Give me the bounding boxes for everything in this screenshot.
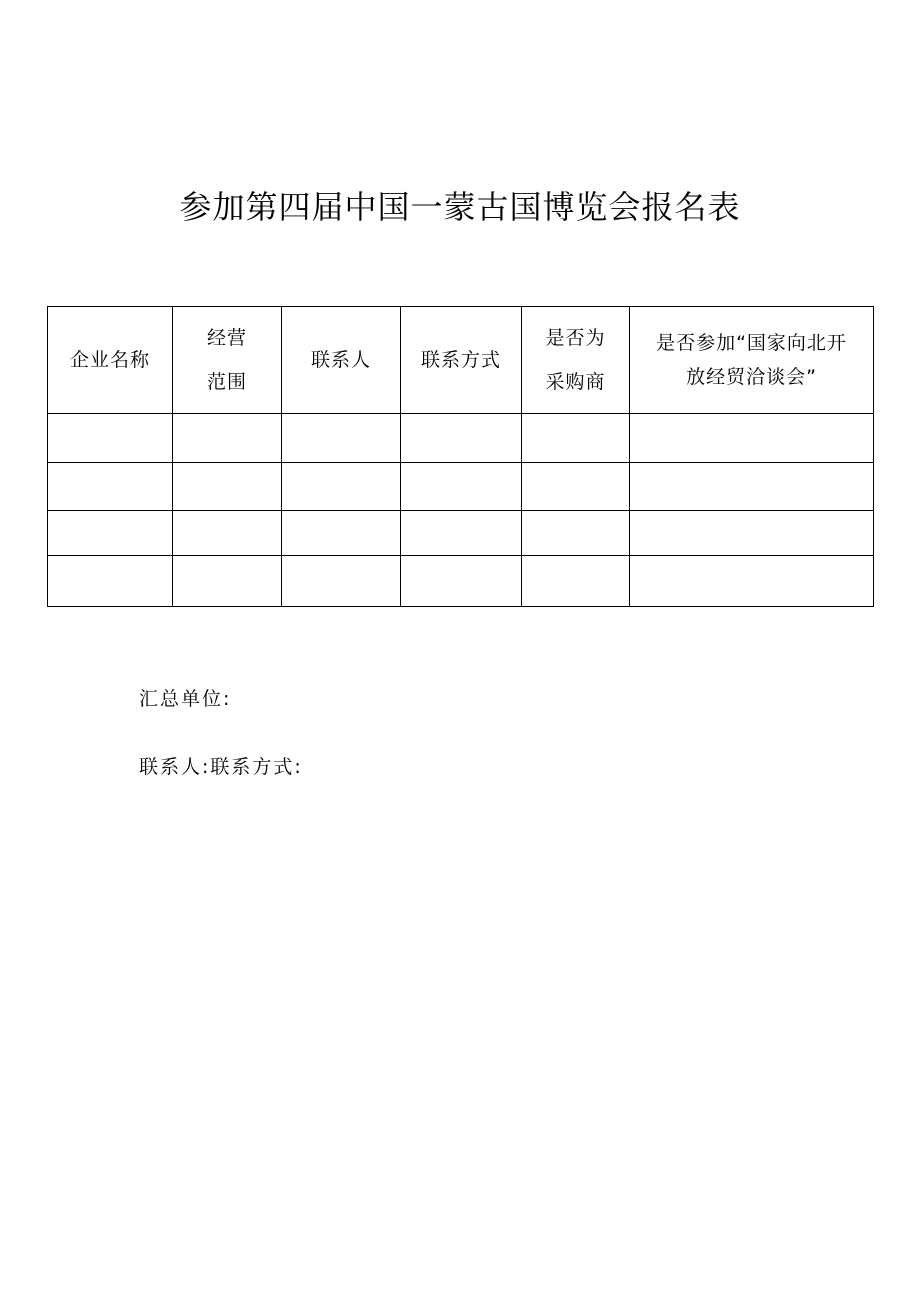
header-company-name: [48, 307, 173, 414]
header-is-purchaser: [522, 307, 630, 414]
table-cell[interactable]: [630, 556, 874, 607]
table-cell[interactable]: [173, 511, 282, 556]
table-cell[interactable]: [522, 414, 630, 463]
table-cell[interactable]: [282, 511, 401, 556]
table-cell[interactable]: [401, 556, 522, 607]
header-company-name-text: 企业名称: [69, 349, 150, 371]
table-cell[interactable]: [282, 556, 401, 607]
header-business-scope: [173, 307, 282, 414]
table-cell[interactable]: [173, 556, 282, 607]
header-contact-method-text: 联系方式: [420, 349, 501, 371]
table-cell[interactable]: [522, 463, 630, 511]
table-cell[interactable]: [630, 414, 874, 463]
table-cell[interactable]: [282, 463, 401, 511]
header-business-scope-line-1: 经营: [206, 327, 247, 349]
table-cell[interactable]: [48, 556, 173, 607]
table-cell[interactable]: [630, 463, 874, 511]
header-contact-method: [401, 307, 522, 414]
header-is-purchaser-line-1: 是否为: [545, 327, 606, 349]
table-cell[interactable]: [173, 414, 282, 463]
header-contact-person: [282, 307, 401, 414]
table-row: [48, 414, 874, 463]
table-row: [48, 511, 874, 556]
summary-unit-label: 汇总单位:: [139, 688, 232, 710]
header-attend-forum: [630, 307, 874, 414]
page-title: 参加第四届中国一蒙古国博览会报名表: [179, 188, 741, 226]
table-cell[interactable]: [401, 511, 522, 556]
table-cell[interactable]: [401, 414, 522, 463]
table-cell[interactable]: [522, 511, 630, 556]
table-header-row: [48, 307, 874, 414]
table-row: [48, 463, 874, 511]
header-business-scope-line-2: 范围: [206, 371, 247, 393]
table-cell[interactable]: [48, 414, 173, 463]
header-is-purchaser-line-2: 采购商: [545, 371, 606, 393]
header-attend-forum-line-2: 放经贸洽谈会”: [686, 366, 817, 388]
table-cell[interactable]: [48, 463, 173, 511]
table-cell[interactable]: [173, 463, 282, 511]
table-cell[interactable]: [630, 511, 874, 556]
header-contact-person-text: 联系人: [310, 349, 371, 371]
table-cell[interactable]: [48, 511, 173, 556]
table-cell[interactable]: [282, 414, 401, 463]
contact-label: 联系人:联系方式:: [139, 756, 303, 778]
header-attend-forum-line-1: 是否参加“国家向北开: [656, 332, 847, 354]
table-cell[interactable]: [401, 463, 522, 511]
table-row: [48, 556, 874, 607]
registration-table: [47, 306, 874, 607]
table-cell[interactable]: [522, 556, 630, 607]
